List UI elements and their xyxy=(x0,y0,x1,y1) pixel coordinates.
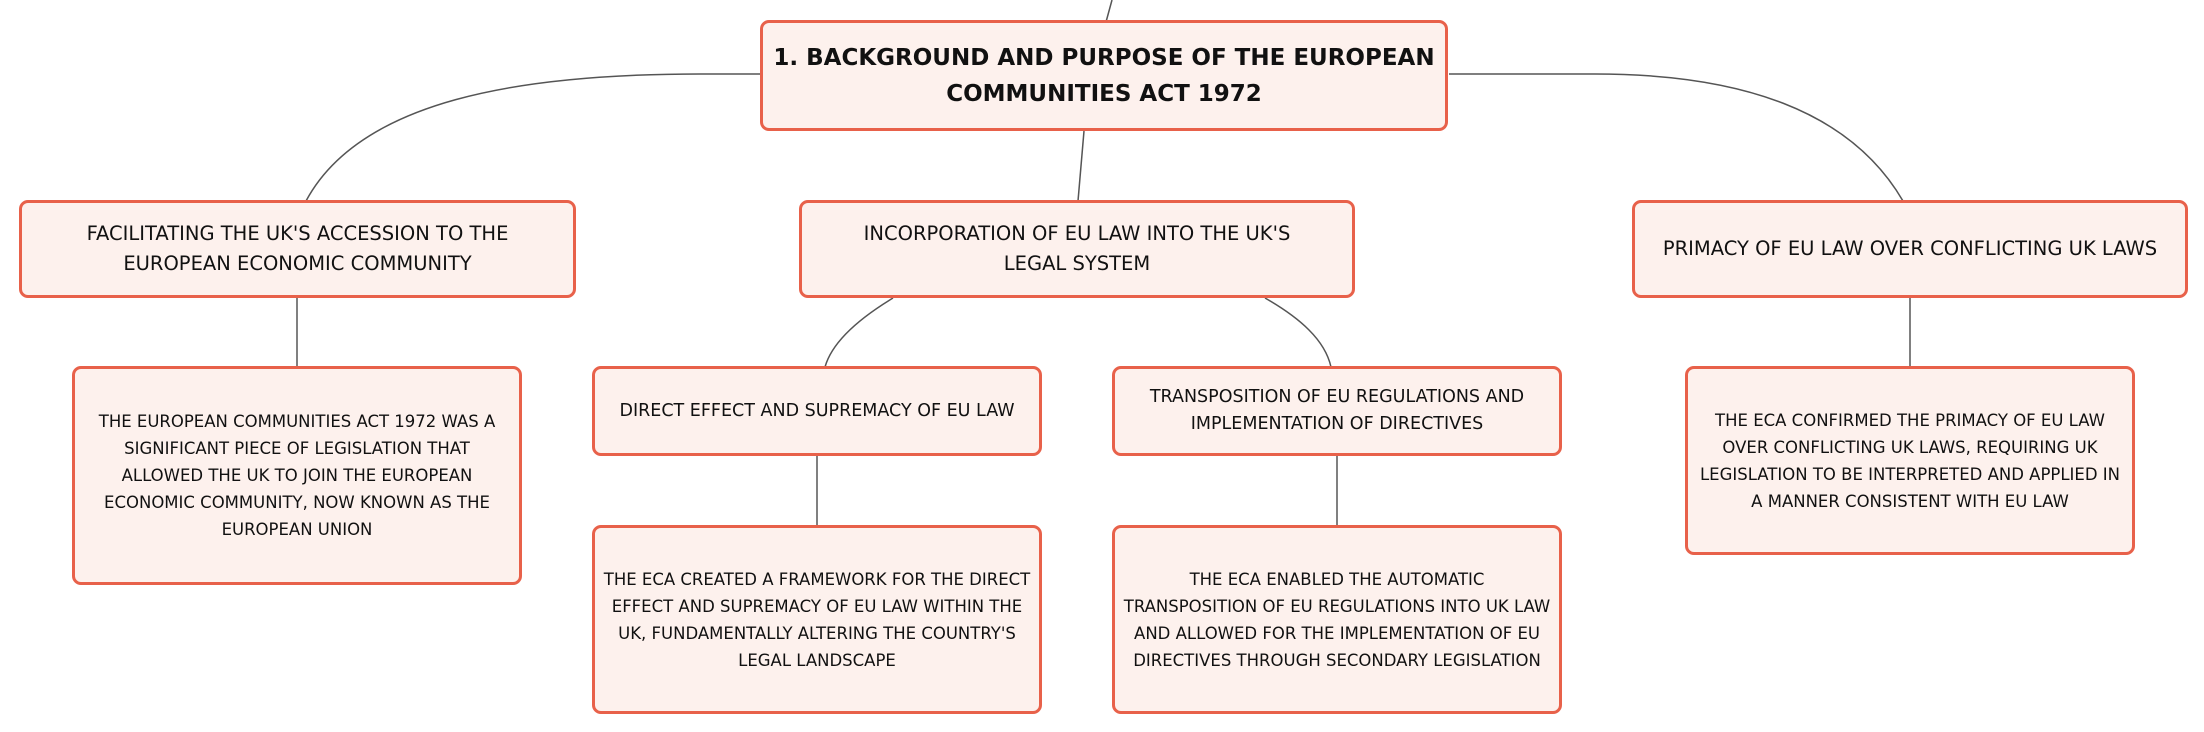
detail-node-primacy-text: THE ECA CONFIRMED THE PRIMACY OF EU LAW OVER CONFLICTING UK LAWS, REQUIRING UK LEGISLATION TO BE INTERPRETED AND APPLIED IN A MANNER CONSISTENT WITH EU LAW xyxy=(1699,410,2121,511)
detail-node-direct-effect-text: THE ECA CREATED A FRAMEWORK FOR THE DIRECT EFFECT AND SUPREMACY OF EU LAW WITHIN THE UK, FUNDAMENTALLY ALTERING THE COUNTRY'S LEGAL LANDSCAPE xyxy=(603,569,1031,670)
branch-node-primacy[interactable] xyxy=(1632,200,2188,298)
detail-node-transposition-text: THE ECA ENABLED THE AUTOMATIC TRANSPOSITION OF EU REGULATIONS INTO UK LAW AND ALLOWED FOR THE IMPLEMENTATION OF EU DIRECTIVES THROUGH SECONDARY LEGISLATION xyxy=(1123,569,1551,670)
branch-node-primacy-label: PRIMACY OF EU LAW OVER CONFLICTING UK LAWS xyxy=(1662,237,2158,260)
branch-node-incorporation[interactable] xyxy=(799,200,1355,298)
detail-node-primacy[interactable] xyxy=(1685,366,2135,555)
branch-node-accession[interactable] xyxy=(19,200,576,298)
connector-root-branch-3 xyxy=(1449,74,1903,201)
connector-root-branch-2 xyxy=(1078,131,1084,201)
branch-node-incorporation-label: INCORPORATION OF EU LAW INTO THE UK'S LEGAL SYSTEM xyxy=(863,222,1291,275)
connector-branch-2-child-2 xyxy=(1265,298,1331,367)
detail-node-direct-effect[interactable] xyxy=(592,525,1042,714)
child-node-direct-effect-label: DIRECT EFFECT AND SUPREMACY OF EU LAW xyxy=(619,400,1015,421)
connector-root-parent xyxy=(1106,0,1112,22)
child-node-transposition-label: TRANSPOSITION OF EU REGULATIONS AND IMPLEMENTATION OF DIRECTIVES xyxy=(1149,387,1525,434)
child-node-direct-effect[interactable] xyxy=(592,366,1042,456)
detail-node-accession-text: THE EUROPEAN COMMUNITIES ACT 1972 WAS A SIGNIFICANT PIECE OF LEGISLATION THAT ALLOWED THE UK TO JOIN THE EUROPEAN ECONOMIC COMMUNITY, NOW KNOWN AS THE EUROPEAN UNION xyxy=(98,412,496,539)
child-node-transposition[interactable] xyxy=(1112,366,1562,456)
root-node-label: 1. BACKGROUND AND PURPOSE OF THE EUROPEAN COMMUNITIES ACT 1972 xyxy=(773,44,1435,107)
connector-root-branch-1 xyxy=(306,74,760,201)
detail-node-accession[interactable] xyxy=(72,366,522,585)
root-node[interactable] xyxy=(760,20,1448,131)
connector-branch-2-child-1 xyxy=(825,298,893,367)
branch-node-accession-label: FACILITATING THE UK'S ACCESSION TO THE EUROPEAN ECONOMIC COMMUNITY xyxy=(86,222,509,275)
detail-node-transposition[interactable] xyxy=(1112,525,1562,714)
